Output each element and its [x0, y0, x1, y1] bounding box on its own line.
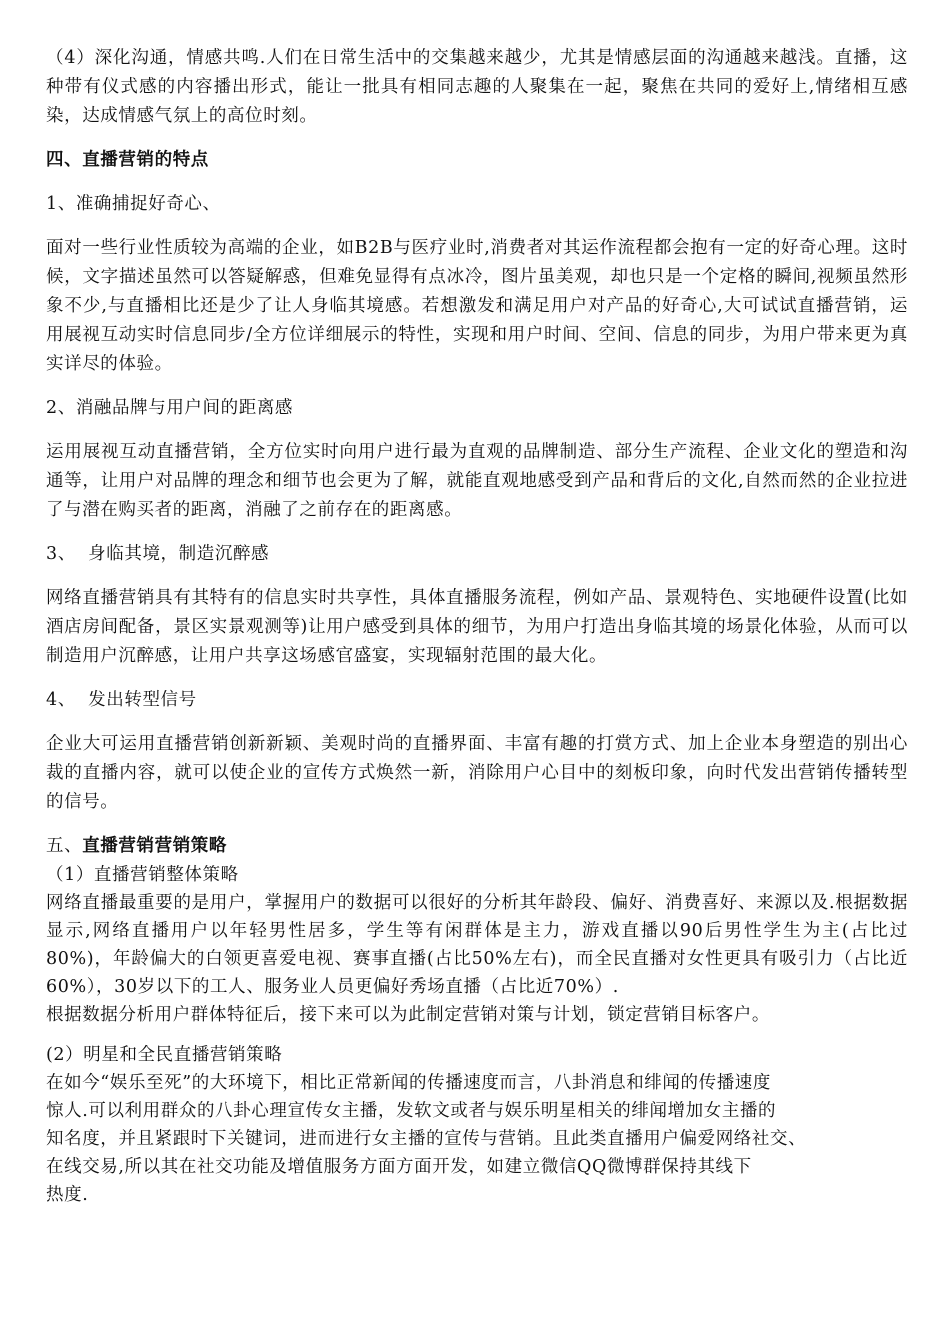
- subheading-immersion: 3、 身临其境，制造沉醉感: [46, 544, 270, 564]
- subheading-distance: 2、消融品牌与用户间的距离感: [46, 398, 294, 418]
- paragraph-celebrity-line-4: 在线交易,所以其在社交功能及增值服务方面方面开发，如建立微信QQ微博群保持其线下: [46, 1157, 752, 1177]
- subheading-overall-strategy: （1）直播营销整体策略: [46, 865, 239, 885]
- heading-section-5-title: 直播营销营销策略: [82, 836, 228, 856]
- paragraph-immersion: 网络直播营销具有其特有的信息实时共享性，具体直播服务流程，例如产品、景观特色、实地硬件设置(比如酒店房间配备，景区实景观测等)让用户感受到具体的细节，为用户打造出身临其境的场景化体验，从而可以制造用户沉醉感，让用户共享这场感官盛宴，实现辐射范围的最大化。: [46, 588, 908, 666]
- document-page: [46, 44, 908, 1209]
- paragraph-transformation: 企业大可运用直播营销创新新颖、美观时尚的直播界面、丰富有趣的打赏方式、加上企业本身塑造的别出心裁的直播内容，就可以使企业的宣传方式焕然一新，消除用户心目中的刻板印象，向时代发出营销传播转型的信号。: [46, 734, 908, 812]
- paragraph-overall-strategy: 网络直播最重要的是用户，掌握用户的数据可以很好的分析其年龄段、偏好、消费喜好、来源以及.根据数据显示,网络直播用户以年轻男性居多，学生等有闲群体是主力，游戏直播以90后男性学生为主(占比过80%)，年龄偏大的白领更喜爱电视、赛事直播(占比50%左右)，而全民直播对女性更具有吸引力（占比近60%），30岁以下的工人、服务业人员更偏好秀场直播（占比近70%）.: [46, 893, 908, 997]
- paragraph-curiosity: 面对一些行业性质较为高端的企业，如B2B与医疗业时,消费者对其运作流程都会抱有一定的好奇心理。这时候，文字描述虽然可以答疑解惑，但难免显得有点冰冷，图片虽美观，却也只是一个定格的瞬间,视频虽然形象不少,与直播相比还是少了让人身临其境感。若想激发和满足用户对产品的好奇心,大可试试直播营销，运用展视互动实时信息同步/全方位详细展示的特性，实现和用户时间、空间、信息的同步，为用户带来更为真实详尽的体验。: [46, 238, 908, 374]
- strategy-block: [46, 861, 908, 1209]
- paragraph-deepen-communication: （4）深化沟通，情感共鸣.人们在日常生活中的交集越来越少，尤其是情感层面的沟通越来越浅。直播，这种带有仪式感的内容播出形式，能让一批具有相同志趣的人聚集在一起，聚焦在共同的爱好上,情绪相互感染，达成情感气氛上的高位时刻。: [46, 48, 908, 126]
- heading-section-5: [46, 832, 908, 861]
- paragraph-celebrity-line-1: 在如今“娱乐至死”的大环境下，相比正常新闻的传播速度而言，八卦消息和绯闻的传播速度: [46, 1073, 771, 1093]
- paragraph-celebrity-line-5: 热度.: [46, 1185, 89, 1205]
- heading-section-5-prefix: 五、: [46, 836, 83, 856]
- paragraph-target-customers: 根据数据分析用户群体特征后，接下来可以为此制定营销对策与计划，锁定营销目标客户。: [46, 1005, 770, 1025]
- subheading-transformation: 4、 发出转型信号: [46, 690, 197, 710]
- heading-section-4: 四、直播营销的特点: [46, 150, 209, 170]
- paragraph-celebrity-line-2: 惊人.可以利用群众的八卦心理宣传女主播，发软文或者与娱乐明星相关的绯闻增加女主播的: [46, 1101, 777, 1121]
- subheading-curiosity: 1、准确捕捉好奇心、: [46, 194, 221, 214]
- paragraph-distance: 运用展视互动直播营销，全方位实时向用户进行最为直观的品牌制造、部分生产流程、企业文化的塑造和沟通等，让用户对品牌的理念和细节也会更为了解，就能直观地感受到产品和背后的文化,自然而然的企业拉进了与潜在购买者的距离，消融了之前存在的距离感。: [46, 442, 908, 520]
- subheading-celebrity-strategy: (2）明星和全民直播营销策略: [46, 1045, 283, 1065]
- paragraph-celebrity-line-3: 知名度，并且紧跟时下关键词，进而进行女主播的宣传与营销。且此类直播用户偏爱网络社交、: [46, 1129, 807, 1149]
